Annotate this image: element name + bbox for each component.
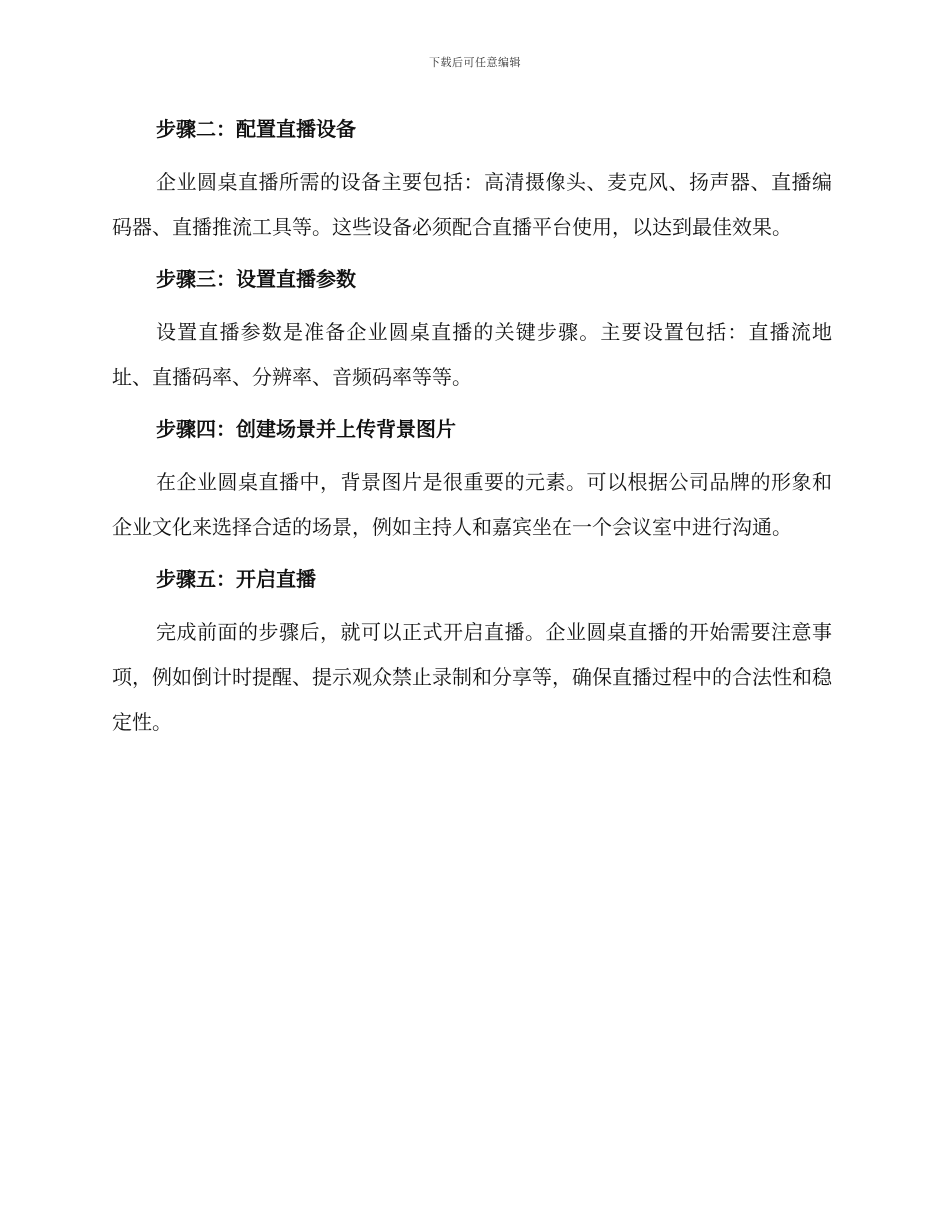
section-heading-step-2: 步骤二：配置直播设备 <box>156 117 356 141</box>
section-heading-step-4: 步骤四：创建场景并上传背景图片 <box>156 417 456 441</box>
section-paragraph-step-5: 完成前面的步骤后，就可以正式开启直播。企业圆桌直播的开始需要注意事项，例如倒计时提醒、提示观众禁止录制和分享等，确保直播过程中的合法性和稳定性。 <box>112 620 832 734</box>
section-heading-step-3: 步骤三：设置直播参数 <box>156 267 356 291</box>
page-header-note: 下载后可任意编辑 <box>429 56 521 69</box>
section-paragraph-step-2: 企业圆桌直播所需的设备主要包括：高清摄像头、麦克风、扬声器、直播编码器、直播推流工具等。这些设备必须配合直播平台使用，以达到最佳效果。 <box>112 170 832 239</box>
section-paragraph-step-4: 在企业圆桌直播中，背景图片是很重要的元素。可以根据公司品牌的形象和企业文化来选择合适的场景，例如主持人和嘉宾坐在一个会议室中进行沟通。 <box>112 470 832 539</box>
document-body <box>112 112 832 757</box>
section-heading-step-5: 步骤五：开启直播 <box>156 567 316 591</box>
section-paragraph-step-3: 设置直播参数是准备企业圆桌直播的关键步骤。主要设置包括：直播流地址、直播码率、分辨率、音频码率等等。 <box>112 320 832 389</box>
